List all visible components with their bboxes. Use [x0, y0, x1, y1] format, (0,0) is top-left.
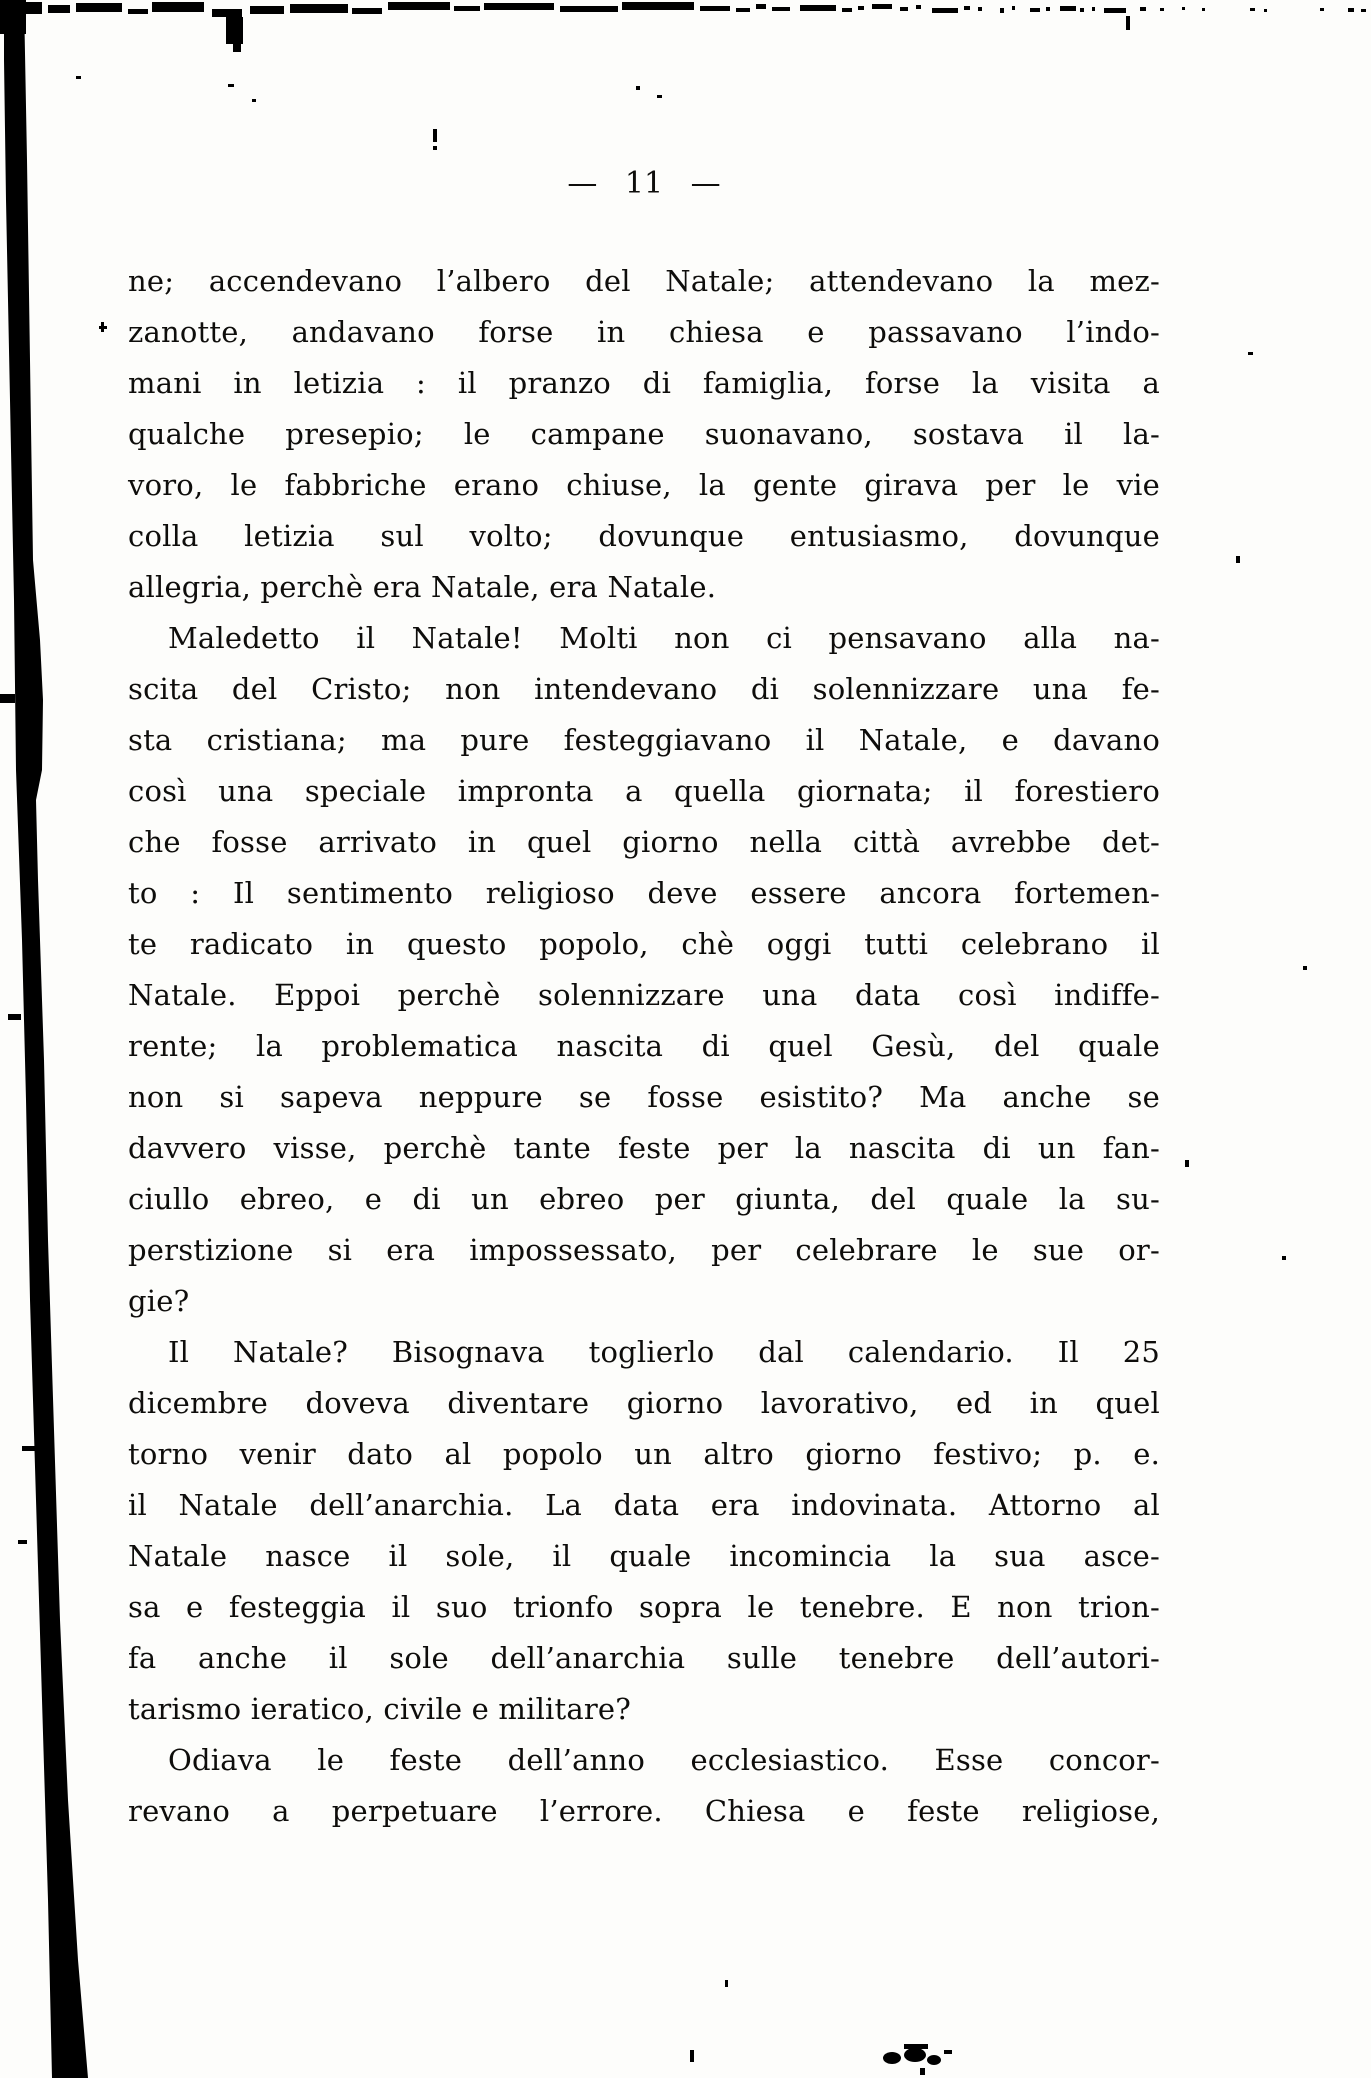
text-line: colla letizia sul volto; dovunque entusiasmo, dovunque: [128, 519, 1160, 553]
text-line: zanotte, andavano forse in chiesa e passavano l’indo-: [128, 315, 1160, 349]
text-line: Odiava le feste dell’anno ecclesiastico. Esse concor-: [168, 1743, 1160, 1777]
text-line: così una speciale impronta a quella giornata; il forestiero: [128, 774, 1160, 808]
text-line: che fosse arrivato in quel giorno nella città avrebbe det-: [128, 825, 1160, 859]
body-text: [128, 256, 1160, 1837]
text-line: perstizione si era impossessato, per celebrare le sue or-: [128, 1233, 1160, 1267]
text-line: torno venir dato al popolo un altro giorno festivo; p. e.: [128, 1437, 1160, 1471]
text-line: davvero visse, perchè tante feste per la nascita di un fan-: [128, 1131, 1160, 1165]
binding-shadow-bar: [0, 0, 110, 2078]
text-line: ciullo ebreo, e di un ebreo per giunta, del quale la su-: [128, 1182, 1160, 1216]
text-line: tarismo ieratico, civile e militare?: [128, 1692, 632, 1726]
ink-smudge: [868, 2032, 968, 2078]
text-line: scita del Cristo; non intendevano di solennizzare una fe-: [128, 672, 1160, 706]
text-line: Natale nasce il sole, il quale incomincia la sua asce-: [128, 1539, 1160, 1573]
ink-speck: [725, 1980, 728, 1987]
text-line: rente; la problematica nascita di quel Gesù, del quale: [128, 1029, 1160, 1063]
text-line: Natale. Eppoi perchè solennizzare una data così indiffe-: [128, 978, 1160, 1012]
ink-speck: [1303, 966, 1307, 970]
text-line: revano a perpetuare l’errore. Chiesa e feste religiose,: [128, 1794, 1160, 1828]
ink-speck: [636, 86, 640, 90]
ink-speck: [433, 146, 437, 150]
text-line: dicembre doveva diventare giorno lavorativo, ed in quel: [128, 1386, 1160, 1420]
ink-speck: [76, 76, 81, 79]
ink-speck: [657, 95, 662, 98]
ink-speck: [1185, 1160, 1189, 1167]
text-line: Il Natale? Bisognava toglierlo dal calendario. Il 25: [168, 1335, 1160, 1369]
ink-speck: [101, 322, 104, 332]
text-line: gie?: [128, 1284, 190, 1318]
text-line: ne; accendevano l’albero del Natale; attendevano la mez-: [128, 264, 1160, 298]
text-line: qualche presepio; le campane suonavano, sostava il la-: [128, 417, 1160, 451]
text-line: il Natale dell’anarchia. La data era indovinata. Attorno al: [128, 1488, 1160, 1522]
ink-speck: [1282, 1256, 1286, 1260]
text-line: allegria, perchè era Natale, era Natale.: [128, 570, 717, 604]
text-line: mani in letizia : il pranzo di famiglia, forse la visita a: [128, 366, 1160, 400]
text-line: sa e festeggia il suo trionfo sopra le tenebre. E non trion-: [128, 1590, 1160, 1624]
text-line: fa anche il sole dell’anarchia sulle tenebre dell’autori-: [128, 1641, 1160, 1675]
ink-speck: [252, 99, 256, 102]
page-number: — 11 —: [567, 166, 721, 201]
scan-noise-top-edge: [0, 0, 1371, 60]
ink-speck: [228, 84, 234, 87]
text-line: Maledetto il Natale! Molti non ci pensavano alla na-: [168, 621, 1160, 655]
ink-speck: [1236, 556, 1240, 563]
ink-speck: [690, 2050, 694, 2062]
text-line: sta cristiana; ma pure festeggiavano il Natale, e davano: [128, 723, 1160, 757]
text-line: non si sapeva neppure se fosse esistito? Ma anche se: [128, 1080, 1160, 1114]
ink-speck: [433, 129, 437, 142]
text-line: to : Il sentimento religioso deve essere ancora fortemen-: [128, 876, 1160, 910]
ink-speck: [1248, 352, 1253, 355]
text-line: voro, le fabbriche erano chiuse, la gente girava per le vie: [128, 468, 1160, 502]
text-line: te radicato in questo popolo, chè oggi tutti celebrano il: [128, 927, 1160, 961]
